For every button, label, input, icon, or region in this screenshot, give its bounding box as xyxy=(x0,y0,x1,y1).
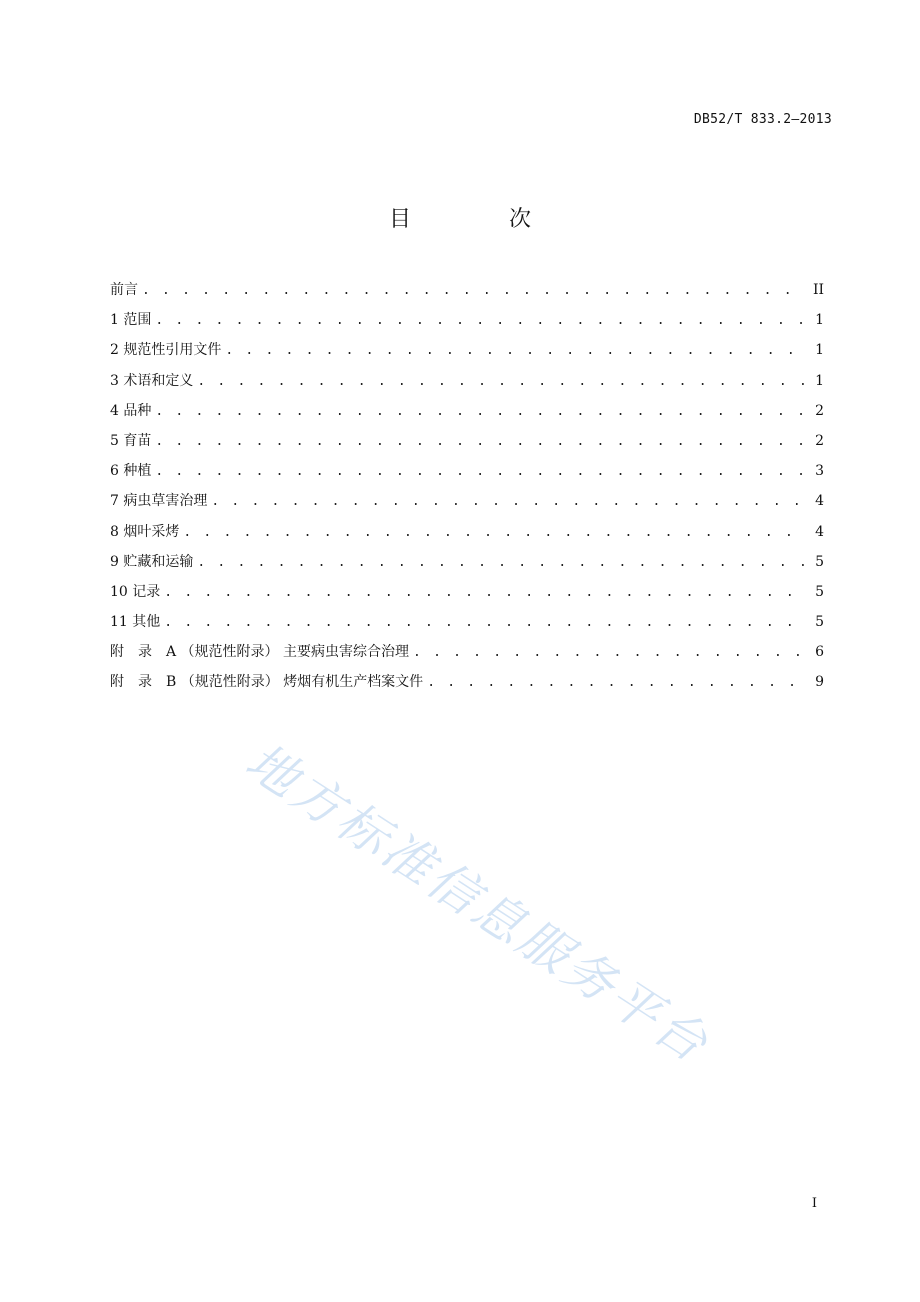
dot-leader xyxy=(155,464,806,479)
toc-item-other[interactable] xyxy=(110,611,824,641)
toc-item-label: 11 其他 xyxy=(110,614,161,631)
standard-code: DB52/T 833.2—2013 xyxy=(693,112,832,127)
toc-item-label: 2 规范性引用文件 xyxy=(110,342,222,359)
toc-item-records[interactable] xyxy=(110,581,824,611)
toc-item-label: 4 品种 xyxy=(110,402,152,419)
toc-item-page: 2 xyxy=(815,432,824,449)
toc-item-page: II xyxy=(812,282,824,298)
toc-item-page: 5 xyxy=(815,583,824,600)
toc-item-page: 5 xyxy=(815,553,824,570)
toc-item-page: 2 xyxy=(815,402,824,419)
dot-leader xyxy=(427,675,806,690)
dot-leader xyxy=(183,525,806,540)
toc-item-pest-control[interactable] xyxy=(110,490,824,520)
toc-item-page: 5 xyxy=(815,614,824,631)
toc-item-preface[interactable] xyxy=(110,279,824,309)
toc-item-appendix-a[interactable] xyxy=(110,641,824,671)
page-number: I xyxy=(811,1196,817,1211)
toc-item-label: 6 种植 xyxy=(110,463,152,480)
toc-item-label: 前言 xyxy=(110,282,138,298)
toc-item-label: 附 录 B （规范性附录） 烤烟有机生产档案文件 xyxy=(110,674,424,691)
dot-leader xyxy=(197,555,806,570)
toc-item-label: 7 病虫草害治理 xyxy=(110,493,208,510)
toc-item-appendix-b[interactable] xyxy=(110,671,824,701)
dot-leader xyxy=(211,494,806,509)
toc-item-harvest-curing[interactable] xyxy=(110,521,824,551)
dot-leader xyxy=(155,404,806,419)
toc-item-label: 附 录 A （规范性附录） 主要病虫害综合治理 xyxy=(110,644,410,661)
toc-item-variety[interactable] xyxy=(110,400,824,430)
toc-item-page: 3 xyxy=(815,463,824,480)
dot-leader xyxy=(225,343,806,358)
toc-item-normative-references[interactable] xyxy=(110,339,824,369)
toc-item-terms-definitions[interactable] xyxy=(110,370,824,400)
toc-item-scope[interactable] xyxy=(110,309,824,339)
page-title: 目 次 xyxy=(388,207,569,232)
watermark: 地方标准信息服务平台 xyxy=(235,731,721,1075)
dot-leader xyxy=(164,615,806,630)
toc-item-label: 5 育苗 xyxy=(110,432,152,449)
toc-item-label: 3 术语和定义 xyxy=(110,372,194,389)
toc-item-label: 8 烟叶采烤 xyxy=(110,523,180,540)
toc-item-label: 1 范围 xyxy=(110,312,152,329)
toc-item-page: 9 xyxy=(815,674,824,691)
toc-item-page: 1 xyxy=(815,312,824,329)
toc-item-page: 4 xyxy=(815,493,824,510)
toc-item-label: 10 记录 xyxy=(110,583,161,600)
table-of-contents xyxy=(110,279,824,702)
toc-item-label: 9 贮藏和运输 xyxy=(110,553,194,570)
toc-item-page: 1 xyxy=(815,342,824,359)
dot-leader xyxy=(155,434,806,449)
toc-item-page: 1 xyxy=(815,372,824,389)
dot-leader xyxy=(142,283,806,298)
toc-item-seedling[interactable] xyxy=(110,430,824,460)
toc-item-page: 6 xyxy=(815,644,824,661)
dot-leader xyxy=(164,585,806,600)
toc-item-planting[interactable] xyxy=(110,460,824,490)
dot-leader xyxy=(413,645,806,660)
toc-item-page: 4 xyxy=(815,523,824,540)
dot-leader xyxy=(197,374,806,389)
dot-leader xyxy=(155,313,806,328)
toc-item-storage-transport[interactable] xyxy=(110,551,824,581)
